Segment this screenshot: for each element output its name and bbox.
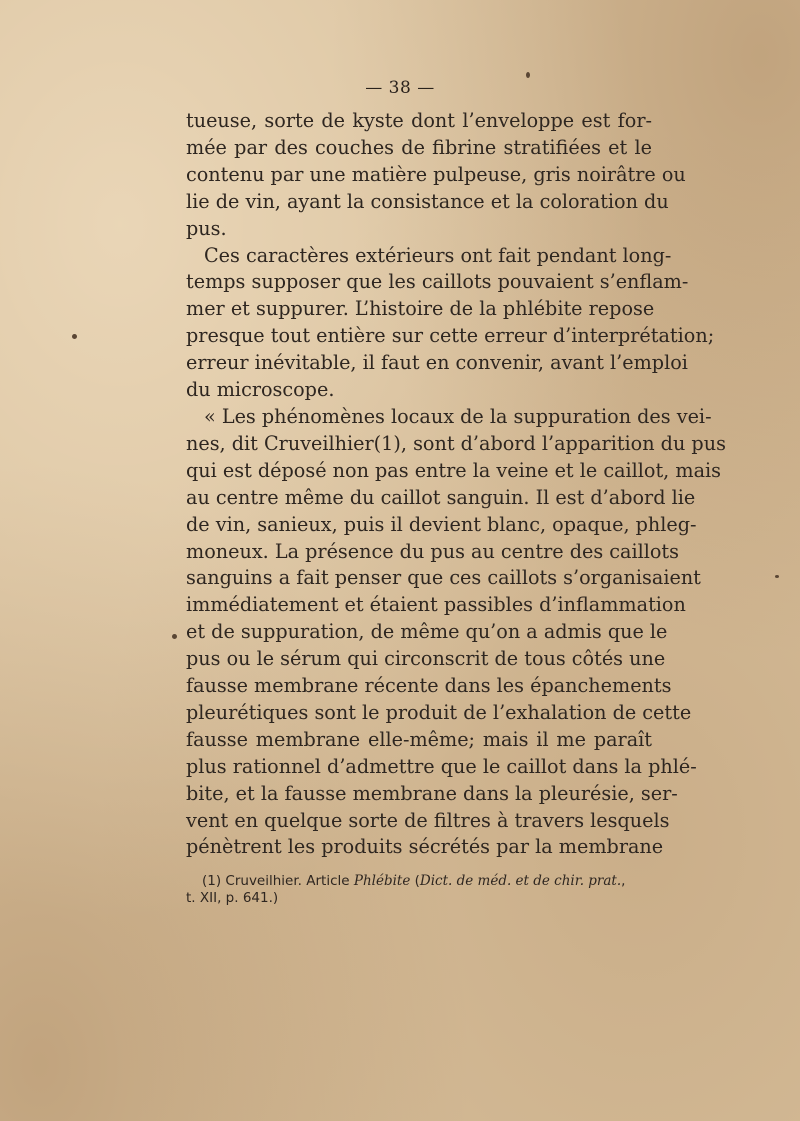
text-line: fausse membrane elle-même; mais il me paraît	[186, 727, 652, 751]
paper-speck	[72, 334, 77, 339]
text-line: nes, dit Cruveilhier(1), sont d’abord l’apparition du pus	[186, 431, 726, 455]
text-line: pleurétiques sont le produit de l’exhalation de cette	[186, 700, 692, 724]
text-line: lie de vin, ayant la consistance et la coloration du	[186, 189, 669, 213]
footnote-line-2: t. XII, p. 641.)	[186, 890, 279, 906]
text-line: contenu par une matière pulpeuse, gris noirâtre ou	[186, 162, 686, 186]
text-line: pénètrent les produits sécrétés par la membrane	[186, 835, 664, 859]
text-line: et de suppuration, de même qu’on a admis que le	[186, 620, 668, 644]
text-line: pus.	[186, 216, 227, 240]
footnote-text: (	[410, 873, 420, 889]
text-line: tueuse, sorte de kyste dont l’enveloppe est for-	[186, 109, 652, 132]
text-line: moneux. La présence du pus au centre des caillots	[186, 539, 679, 563]
footnote-italic-title: Phlébite	[353, 873, 411, 889]
text-line: immédiatement et étaient passibles d’inflammation	[186, 593, 686, 617]
footnote-line-1	[186, 873, 656, 890]
text-line: mer et suppurer. L’histoire de la phlébite repose	[186, 297, 655, 321]
paper-speck	[775, 575, 779, 578]
text-line: au centre même du caillot sanguin. Il est d’abord lie	[186, 485, 696, 509]
text-line: fausse membrane récente dans les épanchements	[186, 674, 672, 698]
paper-speck	[526, 72, 530, 78]
text-line: « Les phénomènes locaux de la suppuration des vei-	[204, 404, 712, 428]
footnote	[186, 873, 656, 907]
text-line: du microscope.	[186, 378, 335, 402]
text-line: vent en quelque sorte de filtres à travers lesquels	[186, 808, 670, 832]
text-line: Ces caractères extérieurs ont fait pendant long-	[204, 243, 672, 267]
text-line: sanguins a fait penser que ces caillots s’organisaient	[186, 566, 701, 590]
text-line: mée par des couches de fibrine stratifiées et le	[186, 135, 652, 159]
text-line: bite, et la fausse membrane dans la pleurésie, ser-	[186, 781, 678, 805]
text-line: de vin, sanieux, puis il devient blanc, opaque, phleg-	[186, 512, 697, 536]
paper-speck	[172, 634, 177, 639]
text-line: pus ou le sérum qui circonscrit de tous côtés une	[186, 647, 666, 671]
text-line: erreur inévitable, il faut en convenir, avant l’emploi	[186, 351, 688, 375]
footnote-text: ,	[621, 873, 626, 889]
footnote-italic-source: Dict. de méd. et de chir. prat.	[419, 873, 622, 889]
page-number: — 38 —	[365, 78, 435, 98]
text-line: temps supposer que les caillots pouvaient s’enflam-	[186, 270, 689, 294]
text-line: presque tout entière sur cette erreur d’interprétation;	[186, 324, 715, 348]
footnote-text: (1) Cruveilhier. Article	[202, 873, 354, 889]
body-text	[186, 108, 726, 861]
text-line: plus rationnel d’admettre que le caillot dans la phlé-	[186, 754, 697, 778]
text-line: qui est déposé non pas entre la veine et le caillot, mais	[186, 458, 721, 482]
